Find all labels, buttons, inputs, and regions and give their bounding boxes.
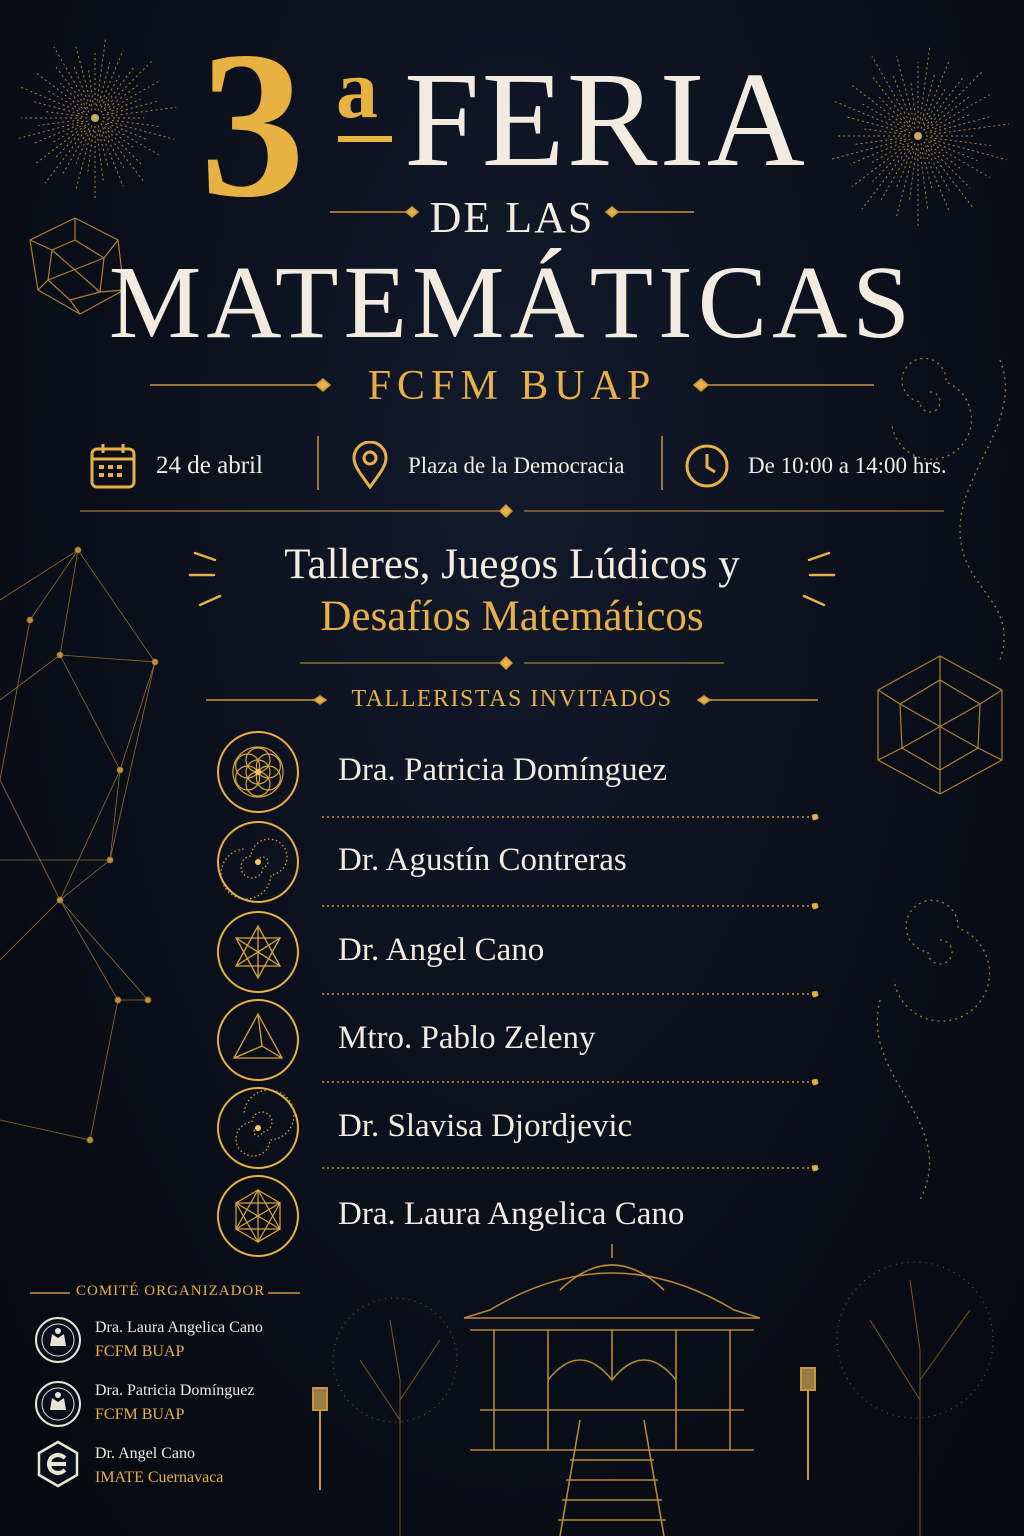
buap-seal-icon (34, 1380, 82, 1428)
committee-heading: COMITÉ ORGANIZADOR (76, 1283, 266, 1299)
flower-of-life-icon (216, 730, 300, 814)
calendar-icon (88, 441, 138, 491)
ordinal-underline (338, 136, 392, 142)
speaker-name: Dr. Agustín Contreras (338, 842, 627, 878)
committee-member-name: Dra. Patricia Domínguez (95, 1382, 255, 1399)
activities-line-1: Talleres, Juegos Lúdicos y (284, 541, 740, 588)
tetrahedron-icon (216, 998, 300, 1082)
event-place (350, 440, 624, 492)
speakers-heading: TALLERISTAS INVITADOS (351, 686, 673, 712)
event-date-text: 24 de abril (156, 452, 263, 479)
star-tetrahedron-icon (216, 910, 300, 994)
firework-left-icon (16, 37, 177, 200)
committee-member-institution: FCFM BUAP (95, 1406, 185, 1423)
street-lamp-icon (313, 1368, 815, 1490)
clock-icon (684, 443, 730, 489)
activities-line-2: Desafíos Matemáticos (320, 593, 704, 640)
spiral-galaxy-icon (216, 820, 300, 904)
location-pin-icon (350, 441, 390, 491)
title-feria: FERIA (404, 45, 807, 195)
event-place-text: Plaza de la Democracia (408, 453, 625, 478)
speaker-name: Mtro. Pablo Zeleny (338, 1020, 596, 1056)
event-date (88, 440, 263, 492)
speaker-name: Dra. Patricia Domínguez (338, 752, 667, 788)
speaker-name: Dr. Angel Cano (338, 932, 545, 968)
metatron-cube-icon (216, 1174, 300, 1258)
speaker-name: Dra. Laura Angelica Cano (338, 1196, 685, 1232)
tree-right-icon (837, 1262, 993, 1536)
committee-member-institution: IMATE Cuernavaca (95, 1469, 224, 1486)
tree-left-icon (333, 1298, 457, 1536)
event-time-text: De 10:00 a 14:00 hrs. (748, 453, 947, 478)
buap-seal-icon (34, 1316, 82, 1364)
edition-number: 3 (200, 9, 305, 241)
committee-member-institution: FCFM BUAP (95, 1343, 185, 1360)
organizer-institution: FCFM BUAP (367, 363, 657, 409)
spiral-icon (216, 1086, 300, 1170)
speaker-name: Dr. Slavisa Djordjevic (338, 1108, 633, 1144)
polyhedron-right-icon (878, 656, 1002, 794)
gazebo-illustration-icon (464, 1244, 760, 1536)
title-matematicas: MATEMÁTICAS (108, 245, 916, 360)
title-de-las: DE LAS (429, 193, 595, 242)
event-time (684, 440, 947, 492)
committee-member-name: Dra. Laura Angelica Cano (95, 1319, 263, 1336)
imate-logo-icon (34, 1440, 82, 1488)
committee-member-name: Dr. Angel Cano (95, 1445, 195, 1462)
edition-ordinal: a (336, 43, 378, 136)
